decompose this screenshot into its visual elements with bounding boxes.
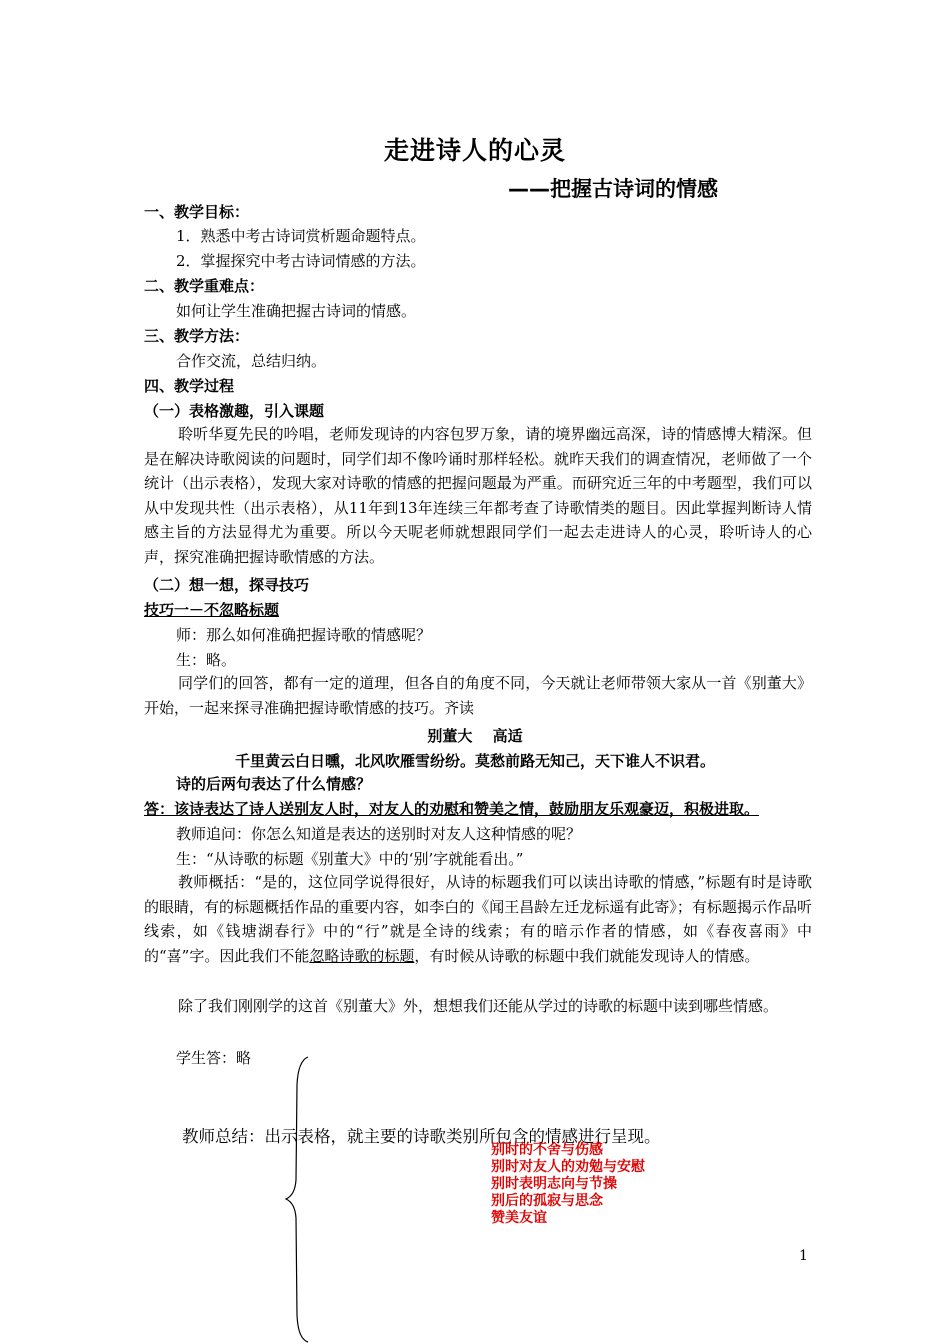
poem-question: 诗的后两句表达了什么情感？ [176,775,372,793]
summary-paragraph [144,870,812,968]
summary-text-b: ，有时候从诗歌的标题中我们就能发现诗人的情感。 [414,946,760,965]
page-subtitle: ——把握古诗词的情感 [508,177,718,201]
emotion-item: 别后的孤寂与思念 [491,1193,603,1209]
emotion-item: 别时的不舍与伤感 [491,1142,603,1158]
teacher-followup: 教师追问：你怎么知道是表达的送别时对友人这种情感的呢？ [176,825,582,843]
heading-methods: 三、教学方法： [144,327,250,345]
poem-answer: 答：该诗表达了诗人送别友人时，对友人的劝慰和赞美之情，鼓励朋友乐观豪迈，积极进取。 [144,800,760,818]
page-title: 走进诗人的心灵 [383,136,566,165]
goal-item-1: 1．熟悉中考古诗词赏析题命题特点。 [176,227,426,245]
heading-process: 四、教学过程 [144,377,235,395]
other-poems-paragraph: 除了我们刚刚学的这首《别董大》外，想想我们还能从学过的诗歌的标题中读到哪些情感。 [178,997,779,1015]
key-points-text: 如何让学生准确把握古诗词的情感。 [176,302,417,320]
poem-title: 别董大 高适 [427,727,523,745]
emotion-item: 别时表明志向与节操 [491,1176,617,1192]
goal-item-2: 2．掌握探究中考古诗词情感的方法。 [176,252,426,270]
subheading-intro: （一）表格激趣，引入课题 [144,402,325,420]
intro-paragraph: 聆听华夏先民的吟唱，老师发现诗的内容包罗万象，请的境界幽远高深，诗的情感博大精深。但是在解决诗歌阅读的问题时，同学们却不像吟诵时那样轻松。就昨天我们的调查情况，老师做了一个统计（出示表格），发现大家对诗歌的情感的把握问题最为严重。而研究近三年的中考题型，我们可以从中发现共性（出示表格），从11年到13年连续三年都考查了诗歌情类的题目。因此掌握判断诗人情感主旨的方法显得尤为重要。所以今天呢老师就想跟同学们一起去走进诗人的心灵，聆听诗人的心声，探究准确把握诗歌情感的方法。 [144,425,812,566]
page-number: 1 [799,1248,808,1264]
teacher-question: 师：那么如何准确把握诗歌的情感呢？ [176,626,432,644]
subheading-explore: （二）想一想，探寻技巧 [144,576,310,594]
student-short-answer: 学生答：略 [176,1049,252,1067]
emotion-item: 赞美友谊 [491,1210,547,1226]
student-reply: 生：“从诗歌的标题《别董大》中的‘别’字就能看出。” [176,850,524,868]
summary-text-a: 教师概括：“是的，这位同学说得很好，从诗的标题我们可以读出诗歌的情感，”标题有时是诗歌的眼睛，有的标题概括作品的重要内容，如李白的《闻王昌龄左迁龙标遥有此寄》；有标题揭示作品听线索，如《钱塘湖春行》中的“行”就是全诗的线索；有的暗示作者的情感，如《春夜喜雨》中的“喜”字。因此我们不能 [144,873,812,965]
teacher-summary: 教师总结：出示表格，就主要的诗歌类别所包含的情感进行呈现。 [182,1127,661,1146]
curly-brace-icon [282,1055,312,1344]
heading-goals: 一、教学目标： [144,203,250,221]
heading-key-points: 二、教学重难点： [144,277,265,295]
transition-paragraph: 同学们的回答，都有一定的道理，但各自的角度不同，今天就让老师带领大家从一首《别董大》开始，一起来探寻准确把握诗歌情感的技巧。齐读 [144,674,812,717]
student-answer: 生：略。 [176,651,237,669]
methods-text: 合作交流，总结归纳。 [176,352,327,370]
emotion-item: 别时对友人的劝勉与安慰 [491,1159,645,1175]
skill-1-heading: 技巧一－不忽略标题 [144,601,280,619]
summary-underlined: 忽略诗歌的标题 [309,946,415,965]
poem-lines: 千里黄云白日曛，北风吹雁雪纷纷。莫愁前路无知己，天下谁人不识君。 [234,752,715,770]
